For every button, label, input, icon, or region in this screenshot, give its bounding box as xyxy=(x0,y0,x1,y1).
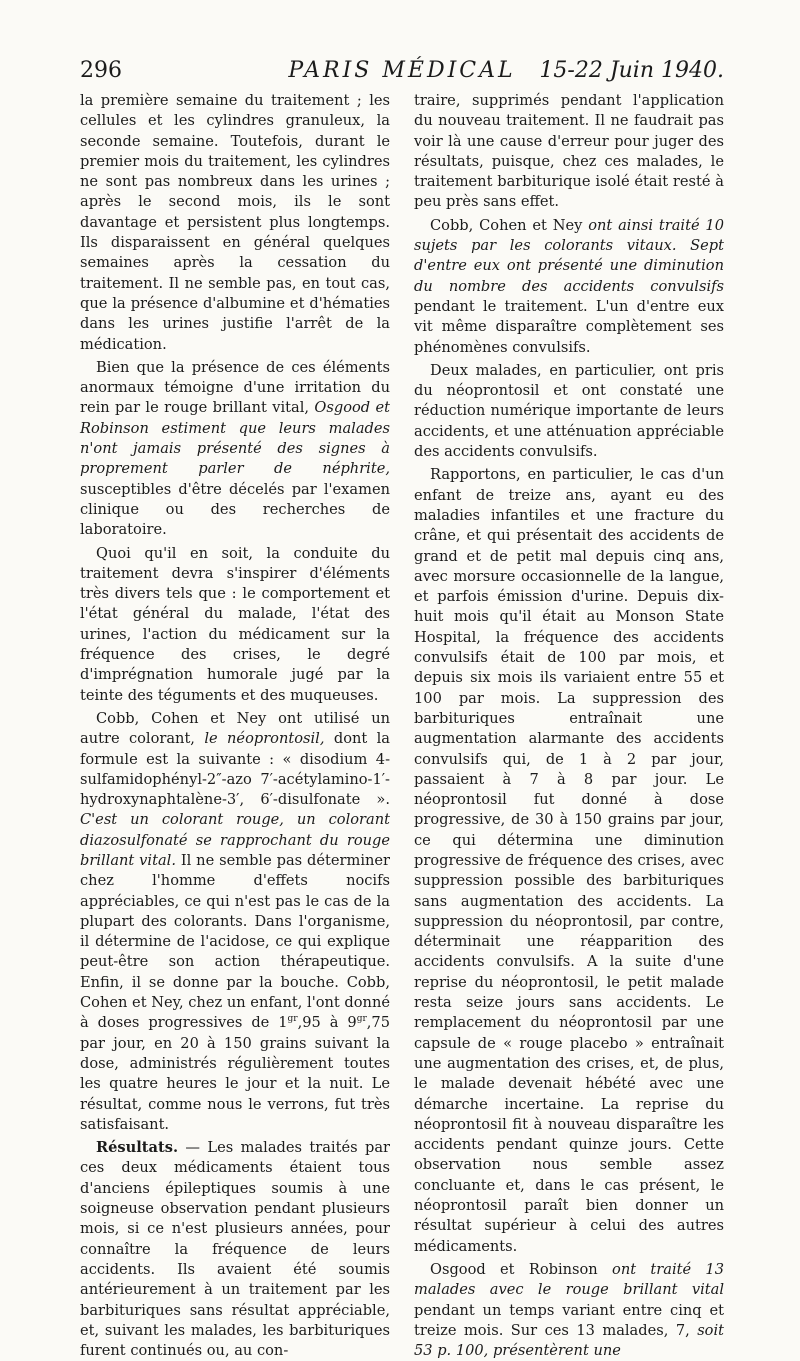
paragraph-results: Résultats. — Les malades traités par ces deux médicaments étaient tous d'anciens épileptiques soumis à une soigneuse observation pendant plusieurs mois, si ce n'est plusieurs années, pour connaître la fréquence de leurs accidents. Ils avaient été soumis antérieurement à un traitement par les barbituriques sans résultat appréciable, et, suivant les malades, les barbituriques furent continués ou, au con- xyxy=(80,1139,390,1360)
paragraph: Osgood et Robinson ont traité 13 malades avec le rouge brillant vital pendant un temps variant entre cinq et treize mois. Sur ces 13 malades, 7, soit 53 p. 100, présentèrent une xyxy=(414,1260,724,1360)
paragraph: Bien que la présence de ces éléments anormaux témoigne d'une irritation du rein par le rouge brillant vital, Osgood et Robinson estiment que leurs malades n'ont jamais présenté des signes à proprement parler de néphrite, susceptibles d'être décelés par l'examen clinique ou des recherches de laboratoire. xyxy=(80,358,390,539)
right-column xyxy=(414,91,724,1361)
paragraph: Cobb, Cohen et Ney ont ainsi traité 10 sujets par les colorants vitaux. Sept d'entre eux ont présenté une diminution du nombre des accidents convulsifs pendant le traitement. L'un d'entre eux vit même disparaître complètement ses phénomènes convulsifs. xyxy=(414,216,724,356)
paragraph: Rapportons, en particulier, le cas d'un enfant de treize ans, ayant eu des maladies infantiles et une fracture du crâne, et qui présentait des accidents de grand et de petit mal depuis cinq ans, avec morsure occasionnelle de la langue, et parfois émission d'urine. Depuis dix-huit mois qu'il était au Monson State Hospital, la fréquence des accidents convulsifs était de 100 par mois, et depuis six mois ils variaient entre 55 et 100 par mois. La suppression des barbituriques entraînait une augmentation alarmante des accidents convulsifs qui, de 1 à 2 par jour, passaient à 7 à 8 par jour. Le néoprontosil fut donné à dose progressive, de 30 à 150 grains par jour, ce qui détermina une diminution progressive de fréquence des crises, avec suppression possible des barbituriques sans augmentation des accidents. La suppression du néoprontosil, par contre, déterminait une réapparition des accidents convulsifs. A la suite d'une reprise du néoprontosil, le petit malade resta seize jours sans accidents. Le remplacement du néoprontosil par une capsule de « rouge placebo » entraînait une augmentation des crises, et, de plus, le malade devenait hébété avec une démarche incertaine. La reprise du néoprontosil fit à nouveau disparaître les accidents pendant quinze jours. Cette observation nous semble assez concluante et, dans le cas présent, le néoprontosil paraît bien donner un résultat supérieur à celui des autres médicaments. xyxy=(414,466,724,1255)
journal-title: PARIS MÉDICAL xyxy=(288,58,516,83)
paragraph: Quoi qu'il en soit, la conduite du traitement devra s'inspirer d'éléments très divers tels que : le comportement et l'état général du malade, l'état des urines, l'action du médicament sur la fréquence des crises, le degré d'imprégnation humorale jugé par la teinte des téguments et des muqueuses. xyxy=(80,544,390,704)
left-column xyxy=(80,91,390,1361)
paragraph: Cobb, Cohen et Ney ont utilisé un autre colorant, le néoprontosil, dont la formule est la suivante : « disodium 4-sulfamidophényl-2″-azo 7′-acétylamino-1′-hydroxynaphtalène-3′, 6′-disulfonate ». C'est un colorant rouge, un colorant diazosulfonaté se rapprochant du rouge brillant vital. Il ne semble pas déterminer chez l'homme d'effets nocifs appréciables, ce qui n'est pas le cas de la plupart des colorants. Dans l'organisme, il détermine de l'acidose, ce qui explique peut-être son action thérapeutique. Enfin, il se donne par la bouche. Cobb, Cohen et Ney, chez un enfant, l'ont donné à doses progressives de $1^{gr},95$ à $9^{gr},75$ par jour, en 20 à 150 grains suivant la dose, administrés régulièrement toutes les quatre heures le jour et la nuit. Le résultat, comme nous le verrons, fut très satisfaisant. xyxy=(80,709,390,1133)
running-header xyxy=(80,58,724,88)
paragraph: la première semaine du traitement ; les cellules et les cylindres granuleux, la seconde semaine. Toutefois, durant le premier mois du traitement, les cylindres ne sont pas nombreux dans les urines ; après le second mois, ils le sont davantage et persistent plus longtemps. Ils disparaissent en général quelques semaines après la cessation du traitement. Il ne semble pas, en tout cas, que la présence d'albumine et d'hématies dans les urines justifie l'arrêt de la médication. xyxy=(80,92,390,353)
paragraph: Deux malades, en particulier, ont pris du néoprontosil et ont constaté une réduction numérique importante de leurs accidents, et une atténuation appréciable des accidents convulsifs. xyxy=(414,361,724,461)
paragraph: traire, supprimés pendant l'application du nouveau traitement. Il ne faudrait pas voir là une cause d'erreur pour juger des résultats, puisque, chez ces malades, le traitement barbiturique isolé était resté à peu près sans effet. xyxy=(414,92,724,211)
page-number: 296 xyxy=(80,58,122,83)
section-heading: Résultats. xyxy=(96,1139,179,1157)
issue-date: 15-22 Juin 1940. xyxy=(539,58,724,83)
